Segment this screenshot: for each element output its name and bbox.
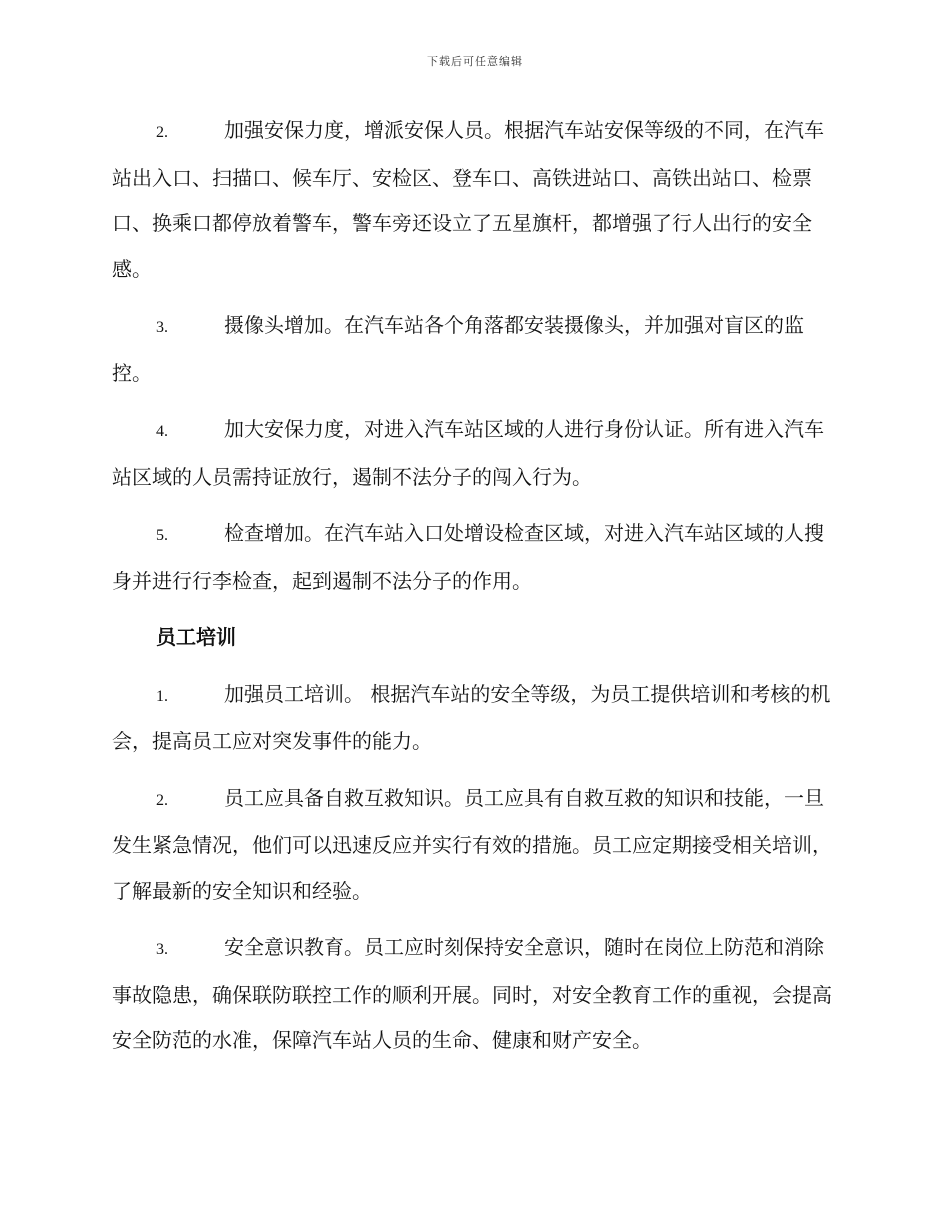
section-heading-training: 员工培训 — [156, 625, 236, 649]
item-number: 3. — [156, 319, 168, 336]
list-item-training-3 — [112, 925, 836, 1064]
item-number: 1. — [156, 687, 168, 705]
page-header-note: 下载后可任意编辑 — [427, 55, 523, 68]
item-number: 4. — [156, 423, 168, 440]
list-item-security-2 — [112, 108, 836, 292]
list-item-security-5 — [112, 511, 836, 604]
item-text: 安全意识教育。员工应时刻保持安全意识，随时在岗位上防范和消除事故隐患，确保联防联控工作的顺利开展。同时，对安全教育工作的重视，会提高安全防范的水准，保障汽车站人员的生命、健康和财产安全。 — [112, 935, 832, 1052]
item-text: 加大安保力度，对进入汽车站区域的人进行身份认证。所有进入汽车站区域的人员需持证放行，遏制不法分子的闯入行为。 — [112, 417, 824, 489]
list-item-training-1 — [112, 672, 836, 765]
item-text: 员工应具备自救互救知识。员工应具有自救互救的知识和技能，一旦发生紧急情况，他们可以迅速反应并实行有效的措施。员工应定期接受相关培训，了解最新的安全知识和经验。 — [112, 785, 832, 903]
document-body — [112, 108, 836, 1075]
item-number: 2. — [156, 791, 168, 809]
item-number: 2. — [156, 124, 168, 141]
item-text: 加强安保力度，增派安保人员。根据汽车站安保等级的不同，在汽车站出入口、扫描口、候车厅、安检区、登车口、高铁进站口、高铁出站口、检票口、换乘口都停放着警车，警车旁还设立了五星旗杆，都增强了行人出行的安全感。 — [112, 118, 824, 281]
item-text: 检查增加。在汽车站入口处增设检查区域，对进入汽车站区域的人搜身并进行行李检查，起到遏制不法分子的作用。 — [112, 521, 824, 593]
item-number: 3. — [156, 941, 168, 958]
list-item-security-3 — [112, 303, 836, 396]
item-text: 加强员工培训。 根据汽车站的安全等级，为员工提供培训和考核的机会，提高员工应对突发事件的能力。 — [112, 681, 831, 753]
item-number: 5. — [156, 527, 168, 544]
list-item-training-2 — [112, 776, 836, 915]
item-text: 摄像头增加。在汽车站各个角落都安装摄像头，并加强对盲区的监控。 — [112, 313, 804, 385]
list-item-security-4 — [112, 407, 836, 500]
